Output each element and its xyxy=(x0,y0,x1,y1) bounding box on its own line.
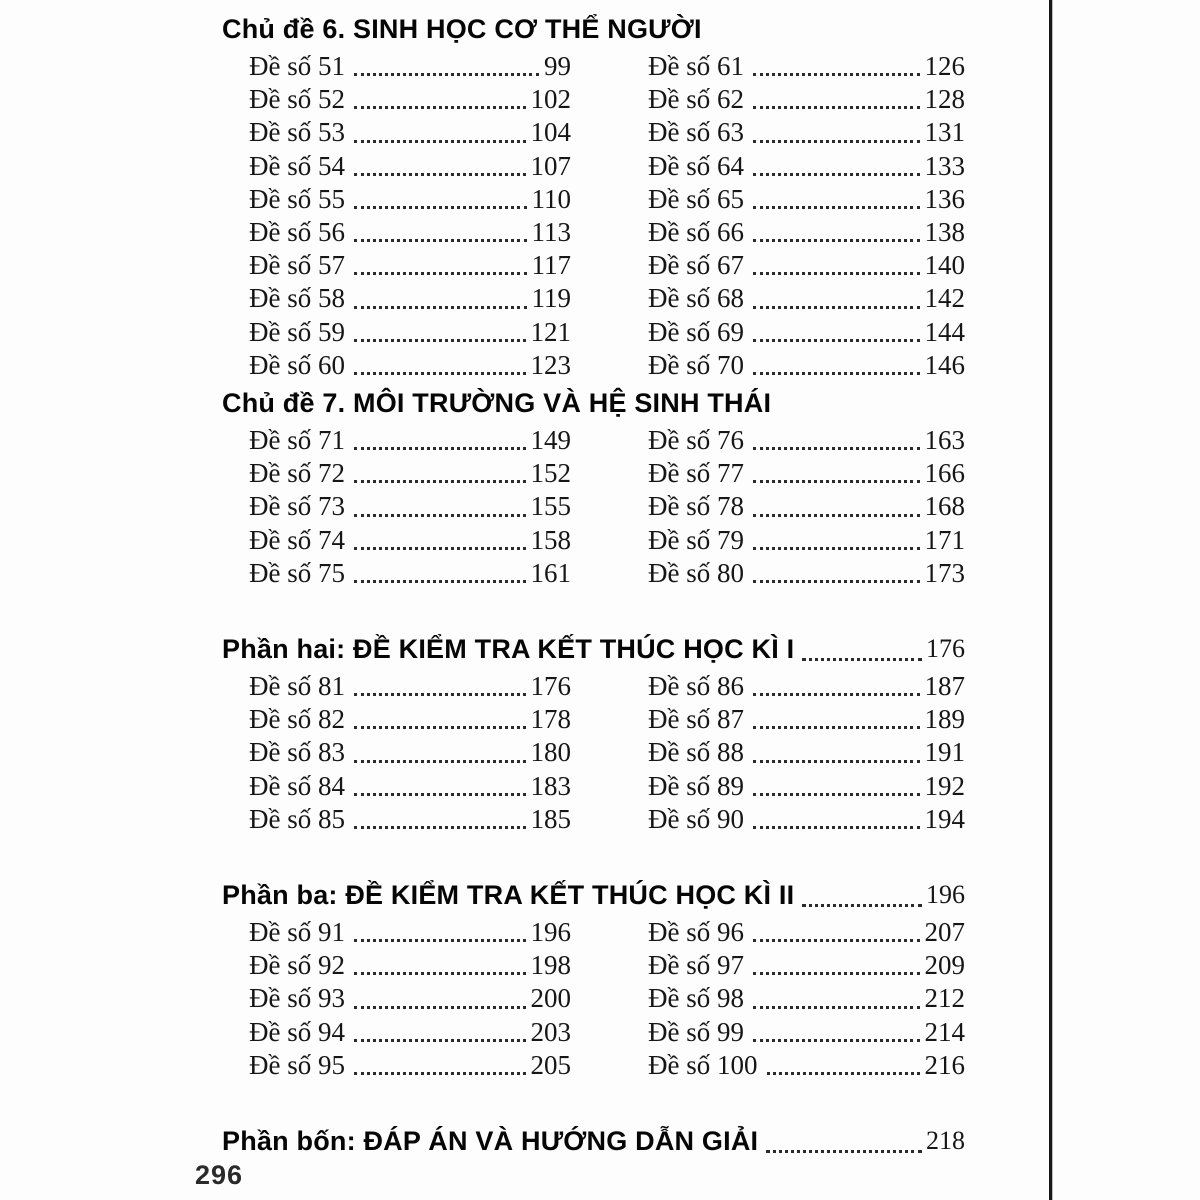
entry-label: Đề số 99 xyxy=(648,1016,744,1047)
toc-entry xyxy=(249,249,571,282)
entry-page-number: 158 xyxy=(530,524,571,555)
toc-entry xyxy=(249,803,571,836)
toc-entry xyxy=(648,803,965,836)
entry-page-number: 117 xyxy=(531,250,571,281)
entry-label: Đề số 66 xyxy=(648,217,744,248)
toc-entry xyxy=(648,349,965,382)
dotted-leader xyxy=(354,272,527,275)
toc-entry xyxy=(249,83,571,116)
toc-entry xyxy=(648,316,965,349)
dotted-leader xyxy=(753,793,920,796)
dotted-leader xyxy=(802,904,922,907)
entry-label: Đề số 67 xyxy=(648,250,744,281)
dotted-leader xyxy=(753,239,920,242)
dotted-leader xyxy=(753,1039,920,1042)
section-columns xyxy=(222,50,965,382)
entry-label: Đề số 82 xyxy=(249,704,345,735)
dotted-leader xyxy=(753,206,920,209)
entry-label: Đề số 56 xyxy=(249,217,345,248)
toc-entry xyxy=(249,183,571,216)
dotted-leader xyxy=(354,939,526,942)
dotted-leader xyxy=(753,106,920,109)
toc-entry xyxy=(249,349,571,382)
dotted-leader xyxy=(753,480,920,483)
entry-label: Đề số 93 xyxy=(249,983,345,1014)
toc-column-right xyxy=(648,670,965,836)
dotted-leader xyxy=(354,372,526,375)
dotted-leader xyxy=(753,306,920,309)
entry-page-number: 113 xyxy=(531,217,571,248)
entry-page-number: 198 xyxy=(530,950,571,981)
entry-label: Đề số 90 xyxy=(648,803,744,834)
entry-label: Đề số 87 xyxy=(648,704,744,735)
dotted-leader xyxy=(753,73,920,76)
dotted-leader xyxy=(354,206,527,209)
entry-label: Đề số 57 xyxy=(249,250,345,281)
entry-page-number: 142 xyxy=(924,283,965,314)
entry-page-number: 203 xyxy=(530,1016,571,1047)
section-heading: Chủ đề 6. SINH HỌC CƠ THỂ NGƯỜI xyxy=(222,14,702,44)
entry-label: Đề số 83 xyxy=(249,737,345,768)
dotted-leader xyxy=(802,658,922,661)
toc-entry xyxy=(648,83,965,116)
entry-label: Đề số 86 xyxy=(648,671,744,702)
section-page-number: 218 xyxy=(926,1126,965,1156)
dotted-leader xyxy=(753,339,920,342)
toc-entry xyxy=(648,557,965,590)
toc-entry xyxy=(249,490,571,523)
entry-label: Đề số 60 xyxy=(249,349,345,380)
toc-column-right xyxy=(648,916,965,1082)
toc-section-phan-bon xyxy=(222,1120,965,1162)
toc-entry xyxy=(648,490,965,523)
entry-label: Đề số 63 xyxy=(648,117,744,148)
entry-label: Đề số 55 xyxy=(249,183,345,214)
entry-label: Đề số 89 xyxy=(648,770,744,801)
dotted-leader xyxy=(753,447,920,450)
entry-page-number: 107 xyxy=(530,150,571,181)
dotted-leader xyxy=(354,547,526,550)
entry-page-number: 191 xyxy=(924,737,965,768)
toc-entry xyxy=(648,183,965,216)
dotted-leader xyxy=(354,106,526,109)
toc-entry xyxy=(249,736,571,769)
entry-page-number: 133 xyxy=(924,150,965,181)
entry-label: Đề số 88 xyxy=(648,737,744,768)
toc-section-chu-de-6 xyxy=(222,8,965,382)
toc-entry xyxy=(648,670,965,703)
dotted-leader xyxy=(354,514,526,517)
dotted-leader xyxy=(354,1039,526,1042)
dotted-leader xyxy=(753,826,920,829)
dotted-leader xyxy=(753,514,920,517)
toc-entry xyxy=(249,282,571,315)
toc-entry xyxy=(249,770,571,803)
entry-label: Đề số 98 xyxy=(648,983,744,1014)
dotted-leader xyxy=(753,972,920,975)
toc-entry xyxy=(648,524,965,557)
section-page-number: 196 xyxy=(926,880,965,910)
section-columns xyxy=(222,670,965,836)
entry-page-number: 207 xyxy=(924,917,965,948)
toc-entry xyxy=(648,1049,965,1082)
toc-entry xyxy=(648,982,965,1015)
toc-entry xyxy=(648,1016,965,1049)
dotted-leader xyxy=(354,580,526,583)
toc-entry xyxy=(648,424,965,457)
toc-entry xyxy=(249,1049,571,1082)
section-heading-row xyxy=(222,874,965,916)
toc-entry xyxy=(648,282,965,315)
entry-page-number: 185 xyxy=(530,803,571,834)
section-columns xyxy=(222,916,965,1082)
section-heading-row xyxy=(222,8,965,50)
entry-label: Đề số 73 xyxy=(249,491,345,522)
toc-entry xyxy=(249,557,571,590)
entry-label: Đề số 84 xyxy=(249,770,345,801)
entry-label: Đề số 92 xyxy=(249,950,345,981)
section-heading-row xyxy=(222,628,965,670)
toc-entry xyxy=(249,50,571,83)
toc-entry xyxy=(648,736,965,769)
entry-page-number: 166 xyxy=(924,458,965,489)
entry-label: Đề số 95 xyxy=(249,1049,345,1080)
dotted-leader xyxy=(753,272,920,275)
dotted-leader xyxy=(354,140,526,143)
entry-label: Đề số 94 xyxy=(249,1016,345,1047)
entry-page-number: 144 xyxy=(924,316,965,347)
toc-entry xyxy=(648,249,965,282)
section-heading-row xyxy=(222,1120,965,1162)
dotted-leader xyxy=(753,939,920,942)
entry-page-number: 146 xyxy=(924,349,965,380)
entry-page-number: 163 xyxy=(924,425,965,456)
toc-entry xyxy=(648,770,965,803)
entry-page-number: 209 xyxy=(924,950,965,981)
toc-entry xyxy=(249,1016,571,1049)
toc-entry xyxy=(249,524,571,557)
dotted-leader xyxy=(753,693,920,696)
table-of-contents xyxy=(222,8,965,1162)
dotted-leader xyxy=(354,693,526,696)
dotted-leader xyxy=(766,1150,922,1153)
entry-label: Đề số 64 xyxy=(648,150,744,181)
entry-label: Đề số 91 xyxy=(249,917,345,948)
entry-label: Đề số 76 xyxy=(648,425,744,456)
entry-page-number: 121 xyxy=(530,316,571,347)
section-heading-row xyxy=(222,382,965,424)
entry-page-number: 104 xyxy=(530,117,571,148)
entry-label: Đề số 59 xyxy=(249,316,345,347)
entry-label: Đề số 100 xyxy=(648,1049,758,1080)
entry-page-number: 131 xyxy=(924,117,965,148)
toc-entry xyxy=(648,216,965,249)
page-edge-rule xyxy=(1049,0,1052,1200)
entry-page-number: 138 xyxy=(924,217,965,248)
entry-page-number: 149 xyxy=(530,425,571,456)
toc-entry xyxy=(648,116,965,149)
entry-page-number: 189 xyxy=(924,704,965,735)
entry-page-number: 176 xyxy=(530,671,571,702)
entry-page-number: 99 xyxy=(544,51,571,81)
entry-label: Đề số 79 xyxy=(648,524,744,555)
dotted-leader xyxy=(354,239,527,242)
toc-entry xyxy=(648,949,965,982)
entry-page-number: 194 xyxy=(924,803,965,834)
toc-entry xyxy=(648,916,965,949)
entry-page-number: 183 xyxy=(530,770,571,801)
section-heading: Chủ đề 7. MÔI TRƯỜNG VÀ HỆ SINH THÁI xyxy=(222,388,772,419)
toc-column-right xyxy=(648,424,965,590)
dotted-leader xyxy=(753,580,920,583)
toc-entry xyxy=(249,116,571,149)
entry-page-number: 216 xyxy=(924,1049,965,1080)
entry-page-number: 128 xyxy=(924,84,965,115)
dotted-leader xyxy=(354,760,526,763)
dotted-leader xyxy=(354,1006,526,1009)
toc-entry xyxy=(249,424,571,457)
toc-column-right xyxy=(648,50,965,382)
dotted-leader xyxy=(753,726,920,729)
dotted-leader xyxy=(354,447,526,450)
entry-label: Đề số 52 xyxy=(249,84,345,115)
entry-label: Đề số 74 xyxy=(249,524,345,555)
entry-label: Đề số 61 xyxy=(648,51,744,81)
entry-page-number: 140 xyxy=(924,250,965,281)
dotted-leader xyxy=(354,972,526,975)
entry-label: Đề số 80 xyxy=(648,557,744,588)
entry-page-number: 192 xyxy=(924,770,965,801)
section-heading: Phần bốn: ĐÁP ÁN VÀ HƯỚNG DẪN GIẢI xyxy=(222,1126,759,1157)
dotted-leader xyxy=(753,140,920,143)
entry-page-number: 196 xyxy=(530,917,571,948)
entry-page-number: 155 xyxy=(530,491,571,522)
entry-page-number: 152 xyxy=(530,458,571,489)
entry-page-number: 126 xyxy=(924,51,965,81)
dotted-leader xyxy=(354,826,526,829)
section-page-number: 176 xyxy=(926,634,965,664)
dotted-leader xyxy=(354,726,526,729)
toc-entry xyxy=(249,703,571,736)
dotted-leader xyxy=(753,372,920,375)
entry-label: Đề số 78 xyxy=(648,491,744,522)
entry-label: Đề số 97 xyxy=(648,950,744,981)
dotted-leader xyxy=(753,173,920,176)
entry-label: Đề số 96 xyxy=(648,917,744,948)
dotted-leader xyxy=(354,480,526,483)
toc-entry xyxy=(648,150,965,183)
entry-page-number: 119 xyxy=(531,283,571,314)
toc-column-left xyxy=(249,424,571,590)
dotted-leader xyxy=(354,1072,526,1075)
entry-label: Đề số 65 xyxy=(648,183,744,214)
entry-label: Đề số 62 xyxy=(648,84,744,115)
entry-label: Đề số 51 xyxy=(249,51,345,81)
toc-entry xyxy=(249,670,571,703)
dotted-leader xyxy=(354,73,539,76)
toc-entry xyxy=(648,50,965,83)
entry-label: Đề số 68 xyxy=(648,283,744,314)
entry-label: Đề số 81 xyxy=(249,671,345,702)
entry-page-number: 205 xyxy=(530,1049,571,1080)
entry-label: Đề số 53 xyxy=(249,117,345,148)
entry-label: Đề số 70 xyxy=(648,349,744,380)
entry-label: Đề số 85 xyxy=(249,803,345,834)
toc-section-chu-de-7 xyxy=(222,382,965,590)
entry-page-number: 173 xyxy=(924,557,965,588)
entry-page-number: 187 xyxy=(924,671,965,702)
entry-label: Đề số 71 xyxy=(249,425,345,456)
toc-column-left xyxy=(249,50,571,382)
section-heading: Phần ba: ĐỀ KIỂM TRA KẾT THÚC HỌC KÌ II xyxy=(222,880,795,911)
entry-label: Đề số 75 xyxy=(249,557,345,588)
toc-entry xyxy=(249,457,571,490)
entry-label: Đề số 69 xyxy=(648,316,744,347)
toc-entry xyxy=(249,982,571,1015)
toc-column-left xyxy=(249,916,571,1082)
dotted-leader xyxy=(767,1072,920,1075)
entry-page-number: 110 xyxy=(531,183,571,214)
entry-page-number: 214 xyxy=(924,1016,965,1047)
book-page-number: 296 xyxy=(195,1160,244,1190)
entry-page-number: 171 xyxy=(924,524,965,555)
entry-page-number: 168 xyxy=(924,491,965,522)
toc-entry xyxy=(648,703,965,736)
toc-column-left xyxy=(249,670,571,836)
entry-label: Đề số 72 xyxy=(249,458,345,489)
entry-label: Đề số 58 xyxy=(249,283,345,314)
toc-section-phan-ba xyxy=(222,874,965,1082)
dotted-leader xyxy=(354,793,526,796)
dotted-leader xyxy=(354,339,526,342)
entry-page-number: 136 xyxy=(924,183,965,214)
dotted-leader xyxy=(354,306,527,309)
toc-entry xyxy=(249,916,571,949)
dotted-leader xyxy=(354,173,526,176)
dotted-leader xyxy=(753,1006,920,1009)
toc-entry xyxy=(249,949,571,982)
toc-entry xyxy=(249,216,571,249)
dotted-leader xyxy=(753,547,920,550)
entry-page-number: 180 xyxy=(530,737,571,768)
section-columns xyxy=(222,424,965,590)
dotted-leader xyxy=(753,760,920,763)
toc-section-phan-hai xyxy=(222,628,965,836)
entry-label: Đề số 54 xyxy=(249,150,345,181)
entry-label: Đề số 77 xyxy=(648,458,744,489)
entry-page-number: 161 xyxy=(530,557,571,588)
toc-entry xyxy=(648,457,965,490)
toc-entry xyxy=(249,316,571,349)
section-heading: Phần hai: ĐỀ KIỂM TRA KẾT THÚC HỌC KÌ I xyxy=(222,634,795,665)
entry-page-number: 200 xyxy=(530,983,571,1014)
entry-page-number: 178 xyxy=(530,704,571,735)
toc-entry xyxy=(249,150,571,183)
entry-page-number: 212 xyxy=(924,983,965,1014)
entry-page-number: 123 xyxy=(530,349,571,380)
entry-page-number: 102 xyxy=(530,84,571,115)
